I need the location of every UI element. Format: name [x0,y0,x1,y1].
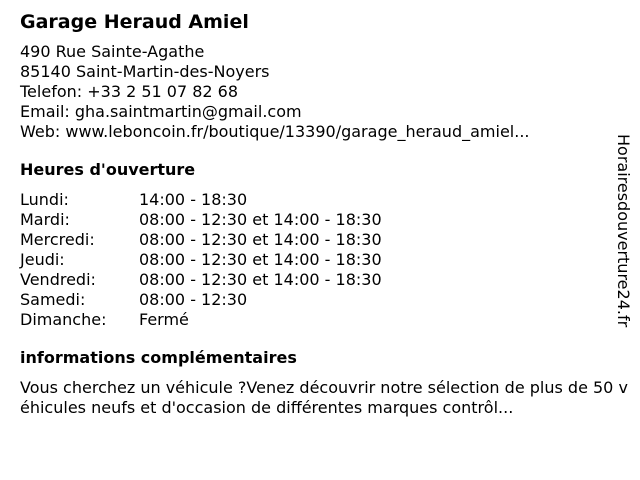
day-hours: Fermé [139,310,189,329]
email: Email: gha.saintmartin@gmail.com [20,102,302,121]
hours-row-tuesday [20,210,612,230]
day-label: Mardi: [20,210,70,229]
hours-row-friday [20,270,612,290]
info-heading: informations complémentaires [20,348,297,367]
info-description: Vous cherchez un véhicule ?Venez découvrir notre sélection de plus de 50 véhicules neufs et d'occasion de différentes marques contrôl... [20,378,628,417]
website: Web: www.leboncoin.fr/boutique/13390/garage_heraud_amiel... [20,122,530,141]
day-label: Samedi: [20,290,86,309]
address-line-2: 85140 Saint-Martin-des-Noyers [20,62,270,81]
day-label: Jeudi: [20,250,65,269]
hours-row-thursday [20,250,612,270]
day-hours: 08:00 - 12:30 [139,290,248,309]
hours-row-sunday [20,310,612,330]
day-hours: 08:00 - 12:30 et 14:00 - 18:30 [139,250,382,269]
day-label: Dimanche: [20,310,107,329]
watermark-text: Horairesdouverture24.fr [614,134,633,328]
address-line-1: 490 Rue Sainte-Agathe [20,42,205,61]
hours-heading: Heures d'ouverture [20,160,196,179]
day-hours: 08:00 - 12:30 et 14:00 - 18:30 [139,270,382,289]
business-name: Garage Heraud Amiel [20,11,249,33]
hours-row-saturday [20,290,612,310]
day-hours: 08:00 - 12:30 et 14:00 - 18:30 [139,230,382,249]
hours-row-wednesday [20,230,612,250]
day-label: Lundi: [20,190,69,209]
hours-table [20,190,612,330]
hours-row-monday [20,190,612,210]
day-label: Mercredi: [20,230,95,249]
day-hours: 08:00 - 12:30 et 14:00 - 18:30 [139,210,382,229]
phone: Telefon: +33 2 51 07 82 68 [20,82,239,101]
day-label: Vendredi: [20,270,96,289]
day-hours: 14:00 - 18:30 [139,190,248,209]
